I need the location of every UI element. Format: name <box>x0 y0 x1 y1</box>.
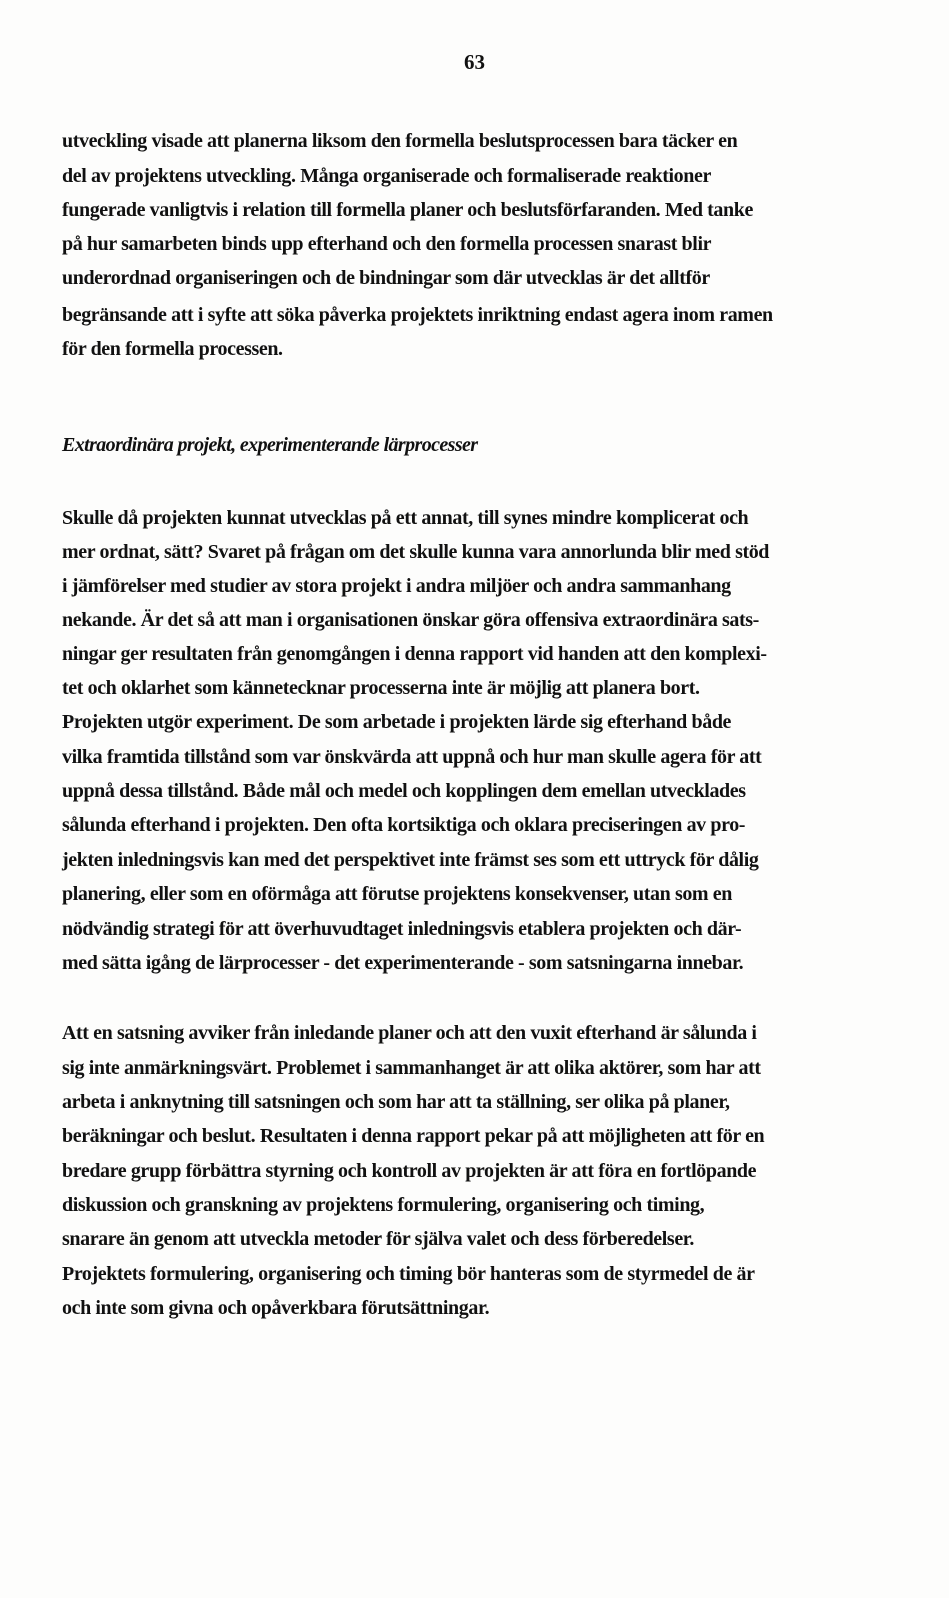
text-line: uppnå dessa tillstånd. Både mål och medel och kopplingen dem emellan utvecklades <box>62 780 746 802</box>
text-line: Skulle då projekten kunnat utvecklas på ett annat, till synes mindre komplicerat och <box>62 507 749 529</box>
text-line: fungerade vanligtvis i relation till formella planer och beslutsförfaranden. Med tanke <box>62 199 753 221</box>
text-line: snarare än genom att utveckla metoder för själva valet och dess förberedelser. <box>62 1228 695 1250</box>
text-line: diskussion och granskning av projektens formulering, organisering och timing, <box>62 1194 705 1216</box>
text-line: arbeta i anknytning till satsningen och som har att ta ställning, ser olika på planer, <box>62 1091 730 1113</box>
text-line: tet och oklarhet som kännetecknar processerna inte är möjlig att planera bort. <box>62 677 700 699</box>
text-line: begränsande att i syfte att söka påverka projektets inriktning endast agera inom ramen <box>62 304 773 326</box>
text-line: underordnad organiseringen och de bindningar som där utvecklas är det alltför <box>62 267 710 289</box>
text-line: för den formella processen. <box>62 338 283 360</box>
text-line: Projektets formulering, organisering och timing bör hanteras som de styrmedel de är <box>62 1263 755 1285</box>
text-line: nekande. Är det så att man i organisationen önskar göra offensiva extraordinära sats- <box>62 609 759 631</box>
text-line: sålunda efterhand i projekten. Den ofta kortsiktiga och oklara preciseringen av pro- <box>62 814 746 836</box>
text-line: nödvändig strategi för att överhuvudtaget inledningsvis etablera projekten och där- <box>62 918 742 940</box>
text-line: ningar ger resultaten från genomgången i denna rapport vid handen att den komplexi- <box>62 643 767 665</box>
text-line: Projekten utgör experiment. De som arbetade i projekten lärde sig efterhand både <box>62 711 732 733</box>
text-line: i jämförelser med studier av stora projekt i andra miljöer och andra sammanhang <box>62 575 731 597</box>
text-line: med sätta igång de lärprocesser - det experimenterande - som satsningarna innebar. <box>62 952 744 974</box>
text-line: bredare grupp förbättra styrning och kontroll av projekten är att föra en fortlöpande <box>62 1160 757 1182</box>
text-line: utveckling visade att planerna liksom den formella beslutsprocessen bara täcker en <box>62 130 738 152</box>
text-line: del av projektens utveckling. Många organiserade och formaliserade reaktioner <box>62 165 711 187</box>
text-line: beräkningar och beslut. Resultaten i denna rapport pekar på att möjligheten att för en <box>62 1125 765 1147</box>
text-line: sig inte anmärkningsvärt. Problemet i sammanhanget är att olika aktörer, som har att <box>62 1057 761 1079</box>
text-line: Att en satsning avviker från inledande planer och att den vuxit efterhand är sålunda i <box>62 1022 757 1044</box>
text-line: vilka framtida tillstånd som var önskvärda att uppnå och hur man skulle agera för att <box>62 746 762 768</box>
text-line: och inte som givna och opåverkbara förutsättningar. <box>62 1297 490 1319</box>
text-line: på hur samarbeten binds upp efterhand och den formella processen snarast blir <box>62 233 712 255</box>
text-line: mer ordnat, sätt? Svaret på frågan om det skulle kunna vara annorlunda blir med stöd <box>62 541 770 563</box>
page-number: 63 <box>464 50 485 74</box>
text-line: jekten inledningsvis kan med det perspektivet inte främst ses som ett uttryck för dålig <box>62 849 759 871</box>
section-heading: Extraordinära projekt, experimenterande lärprocesser <box>62 434 478 456</box>
text-line: planering, eller som en oförmåga att förutse projektens konsekvenser, utan som en <box>62 883 732 905</box>
